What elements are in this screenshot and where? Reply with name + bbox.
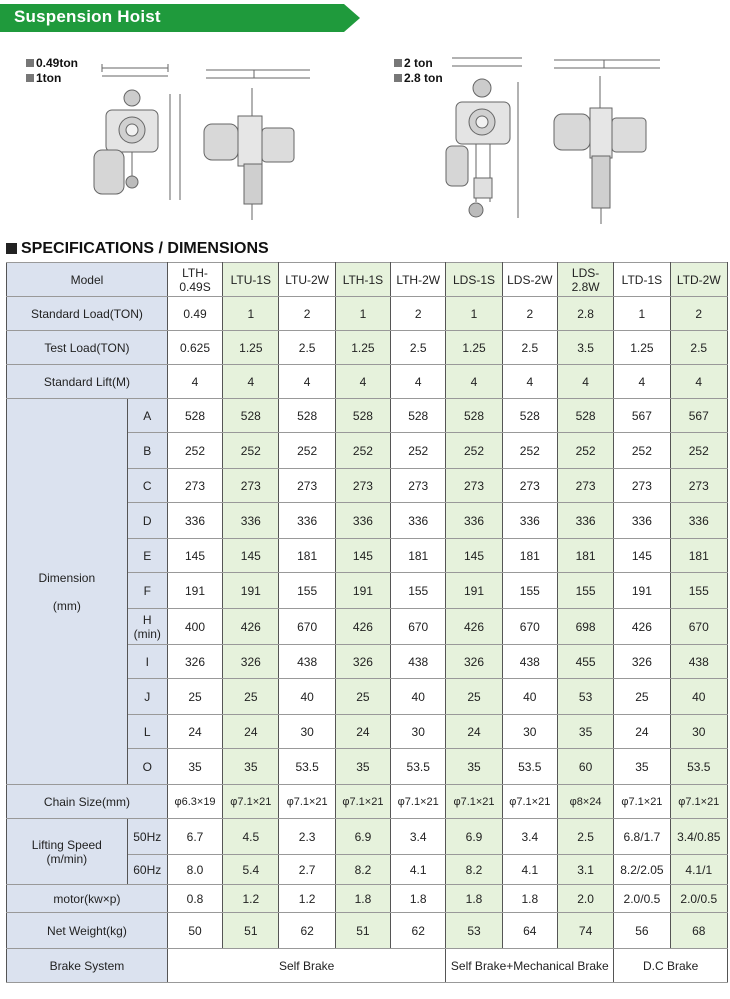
value-cell: 53.5: [502, 749, 557, 785]
value-cell: 1.25: [223, 331, 279, 365]
value-cell: 0.8: [167, 885, 222, 913]
value-cell: 24: [446, 715, 502, 749]
table-row: [7, 913, 728, 949]
legend-right: [394, 56, 443, 86]
table-row: [7, 365, 728, 399]
legend-item: 1ton: [26, 71, 78, 86]
value-cell: 528: [167, 399, 222, 433]
value-cell: 273: [614, 469, 670, 503]
value-cell: 438: [502, 645, 557, 679]
dimension-key: D: [127, 503, 167, 539]
legend-item: 2.8 ton: [394, 71, 443, 86]
value-cell: 53.5: [391, 749, 446, 785]
table-row: [7, 399, 728, 433]
value-cell: 2.3: [279, 819, 335, 855]
value-cell: 438: [391, 645, 446, 679]
value-cell: 25: [335, 679, 390, 715]
value-cell: 336: [446, 503, 502, 539]
value-cell: 273: [223, 469, 279, 503]
value-cell: 326: [446, 645, 502, 679]
table-row: [7, 785, 728, 819]
brake-dc: D.C Brake: [614, 949, 728, 983]
value-cell: 567: [614, 399, 670, 433]
table-row: [7, 331, 728, 365]
value-cell: φ6.3×19: [167, 785, 222, 819]
value-cell: 4: [557, 365, 613, 399]
section-title: SPECIFICATIONS / DIMENSIONS: [6, 240, 269, 258]
value-cell: 4: [335, 365, 390, 399]
value-cell: 40: [502, 679, 557, 715]
value-cell: 1.2: [223, 885, 279, 913]
value-cell: 25: [446, 679, 502, 715]
value-cell: 1.2: [279, 885, 335, 913]
value-cell: 2.5: [391, 331, 446, 365]
value-cell: 1.8: [446, 885, 502, 913]
value-cell: 50: [167, 913, 222, 949]
value-cell: 6.8/1.7: [614, 819, 670, 855]
value-cell: 528: [391, 399, 446, 433]
lifting-speed-label: [7, 819, 128, 885]
value-cell: 8.0: [167, 855, 222, 885]
value-cell: 155: [279, 573, 335, 609]
value-cell: 528: [279, 399, 335, 433]
value-cell: 426: [335, 609, 390, 645]
value-cell: φ7.1×21: [670, 785, 727, 819]
value-cell: 2.0: [557, 885, 613, 913]
value-cell: 4: [223, 365, 279, 399]
value-cell: 3.4: [391, 819, 446, 855]
value-cell: 252: [502, 433, 557, 469]
value-cell: 1.8: [391, 885, 446, 913]
value-cell: 53: [446, 913, 502, 949]
legend-item: 2 ton: [394, 56, 443, 71]
value-cell: 53: [557, 679, 613, 715]
value-cell: 252: [391, 433, 446, 469]
value-cell: 60: [557, 749, 613, 785]
value-cell: 2.5: [502, 331, 557, 365]
value-cell: 252: [557, 433, 613, 469]
value-cell: 68: [670, 913, 727, 949]
value-cell: 181: [502, 539, 557, 573]
value-cell: 145: [167, 539, 222, 573]
value-cell: 25: [167, 679, 222, 715]
row-label: Standard Load(TON): [7, 297, 168, 331]
value-cell: 4.5: [223, 819, 279, 855]
value-cell: 1: [446, 297, 502, 331]
value-cell: 2.0/0.5: [614, 885, 670, 913]
value-cell: φ7.1×21: [279, 785, 335, 819]
value-cell: 4.1: [391, 855, 446, 885]
row-label: Standard Lift(M): [7, 365, 168, 399]
value-cell: 336: [391, 503, 446, 539]
table-row: [7, 297, 728, 331]
value-cell: 252: [446, 433, 502, 469]
value-cell: φ8×24: [557, 785, 613, 819]
value-cell: 181: [279, 539, 335, 573]
value-cell: 4: [167, 365, 222, 399]
value-cell: 2: [670, 297, 727, 331]
value-cell: 336: [670, 503, 727, 539]
value-cell: 455: [557, 645, 613, 679]
value-cell: 191: [223, 573, 279, 609]
value-cell: 4.1: [502, 855, 557, 885]
value-cell: 1: [614, 297, 670, 331]
value-cell: 25: [223, 679, 279, 715]
legend-left: [26, 56, 78, 86]
model-cell: LTH-2W: [391, 263, 446, 297]
section-square-icon: [6, 243, 17, 254]
dimension-key: A: [127, 399, 167, 433]
page-title: Suspension Hoist: [14, 7, 161, 26]
model-label: Model: [7, 263, 168, 297]
dimension-label: Dimension: [38, 570, 96, 585]
value-cell: 24: [223, 715, 279, 749]
value-cell: 35: [446, 749, 502, 785]
value-cell: 8.2: [335, 855, 390, 885]
value-cell: 40: [670, 679, 727, 715]
title-banner: [0, 4, 362, 32]
value-cell: 2.7: [279, 855, 335, 885]
value-cell: 40: [279, 679, 335, 715]
value-cell: 273: [557, 469, 613, 503]
table-row: [7, 885, 728, 913]
value-cell: φ7.1×21: [446, 785, 502, 819]
value-cell: φ7.1×21: [223, 785, 279, 819]
dimension-key: B: [127, 433, 167, 469]
value-cell: 528: [446, 399, 502, 433]
dimension-unit: (mm): [52, 598, 81, 613]
value-cell: 181: [670, 539, 727, 573]
value-cell: 181: [391, 539, 446, 573]
value-cell: 273: [446, 469, 502, 503]
value-cell: 191: [446, 573, 502, 609]
hz-label: 60Hz: [127, 855, 167, 885]
value-cell: 252: [670, 433, 727, 469]
value-cell: 35: [335, 749, 390, 785]
value-cell: 40: [391, 679, 446, 715]
value-cell: 336: [614, 503, 670, 539]
model-cell: LDS-1S: [446, 263, 502, 297]
value-cell: 0.49: [167, 297, 222, 331]
value-cell: 4: [446, 365, 502, 399]
speed-label: Lifting Speed: [31, 837, 102, 852]
value-cell: 336: [279, 503, 335, 539]
value-cell: 35: [167, 749, 222, 785]
value-cell: 1: [335, 297, 390, 331]
value-cell: 426: [614, 609, 670, 645]
legend-item: 0.49ton: [26, 56, 78, 71]
speed-unit: (m/min): [46, 851, 88, 866]
value-cell: 273: [335, 469, 390, 503]
value-cell: 326: [223, 645, 279, 679]
table-row: [7, 263, 728, 297]
value-cell: 3.4: [502, 819, 557, 855]
value-cell: 336: [502, 503, 557, 539]
value-cell: 336: [223, 503, 279, 539]
value-cell: 567: [670, 399, 727, 433]
value-cell: 273: [167, 469, 222, 503]
value-cell: 1.8: [502, 885, 557, 913]
value-cell: 4: [391, 365, 446, 399]
value-cell: 145: [335, 539, 390, 573]
value-cell: φ7.1×21: [614, 785, 670, 819]
value-cell: 145: [446, 539, 502, 573]
value-cell: 35: [223, 749, 279, 785]
value-cell: 2: [279, 297, 335, 331]
value-cell: 4: [614, 365, 670, 399]
dimension-key: I: [127, 645, 167, 679]
value-cell: 4: [279, 365, 335, 399]
value-cell: 6.7: [167, 819, 222, 855]
value-cell: 0.625: [167, 331, 222, 365]
value-cell: 528: [223, 399, 279, 433]
dimension-group-label: [7, 399, 128, 785]
model-cell: LTU-2W: [279, 263, 335, 297]
row-label: Net Weight(kg): [7, 913, 168, 949]
value-cell: 3.1: [557, 855, 613, 885]
dimension-key: L: [127, 715, 167, 749]
value-cell: 62: [391, 913, 446, 949]
value-cell: 273: [502, 469, 557, 503]
spec-table: [6, 262, 728, 983]
spec-table-body: [7, 263, 728, 983]
value-cell: 64: [502, 913, 557, 949]
value-cell: 51: [223, 913, 279, 949]
row-label: Test Load(TON): [7, 331, 168, 365]
model-cell: LTH-1S: [335, 263, 390, 297]
value-cell: 30: [670, 715, 727, 749]
value-cell: 670: [670, 609, 727, 645]
value-cell: φ7.1×21: [335, 785, 390, 819]
value-cell: 326: [335, 645, 390, 679]
value-cell: 252: [223, 433, 279, 469]
model-cell: LTD-2W: [670, 263, 727, 297]
value-cell: 181: [557, 539, 613, 573]
dimension-key: J: [127, 679, 167, 715]
value-cell: 2.5: [557, 819, 613, 855]
dimension-key: H (min): [127, 609, 167, 645]
value-cell: 62: [279, 913, 335, 949]
row-label: motor(kw×p): [7, 885, 168, 913]
value-cell: 30: [502, 715, 557, 749]
value-cell: 25: [614, 679, 670, 715]
value-cell: 155: [670, 573, 727, 609]
drawings-area: [0, 38, 730, 238]
value-cell: 35: [557, 715, 613, 749]
hoist-front-view-large: [440, 52, 540, 228]
value-cell: 252: [279, 433, 335, 469]
value-cell: 191: [335, 573, 390, 609]
value-cell: 3.5: [557, 331, 613, 365]
value-cell: 35: [614, 749, 670, 785]
hoist-front-view-small: [88, 58, 188, 218]
value-cell: 30: [391, 715, 446, 749]
hoist-side-view-large: [548, 52, 668, 228]
value-cell: 1.25: [335, 331, 390, 365]
value-cell: 145: [614, 539, 670, 573]
value-cell: 1: [223, 297, 279, 331]
value-cell: 155: [391, 573, 446, 609]
table-row: [7, 949, 728, 983]
brake-self-mechanical: Self Brake+Mechanical Brake: [446, 949, 614, 983]
value-cell: 2.5: [279, 331, 335, 365]
value-cell: 2.8: [557, 297, 613, 331]
value-cell: 1.8: [335, 885, 390, 913]
value-cell: 24: [614, 715, 670, 749]
value-cell: 6.9: [446, 819, 502, 855]
value-cell: 426: [223, 609, 279, 645]
value-cell: 2.5: [670, 331, 727, 365]
value-cell: 326: [167, 645, 222, 679]
value-cell: 528: [335, 399, 390, 433]
value-cell: 336: [557, 503, 613, 539]
value-cell: 155: [557, 573, 613, 609]
value-cell: 4.1/1: [670, 855, 727, 885]
value-cell: 273: [279, 469, 335, 503]
brake-self: Self Brake: [167, 949, 445, 983]
value-cell: 24: [335, 715, 390, 749]
value-cell: 51: [335, 913, 390, 949]
value-cell: 53.5: [670, 749, 727, 785]
value-cell: 336: [335, 503, 390, 539]
row-label: Brake System: [7, 949, 168, 983]
value-cell: 1.25: [446, 331, 502, 365]
hz-label: 50Hz: [127, 819, 167, 855]
value-cell: 155: [502, 573, 557, 609]
table-row: [7, 819, 728, 855]
value-cell: 191: [614, 573, 670, 609]
value-cell: φ7.1×21: [502, 785, 557, 819]
value-cell: 8.2/2.05: [614, 855, 670, 885]
model-cell: LDS-2.8W: [557, 263, 613, 297]
value-cell: 3.4/0.85: [670, 819, 727, 855]
value-cell: φ7.1×21: [391, 785, 446, 819]
hoist-side-view-small: [198, 58, 318, 228]
value-cell: 2: [391, 297, 446, 331]
value-cell: 273: [391, 469, 446, 503]
model-cell: LTD-1S: [614, 263, 670, 297]
value-cell: 74: [557, 913, 613, 949]
value-cell: 252: [614, 433, 670, 469]
value-cell: 8.2: [446, 855, 502, 885]
model-cell: LDS-2W: [502, 263, 557, 297]
value-cell: 438: [279, 645, 335, 679]
value-cell: 528: [502, 399, 557, 433]
value-cell: 6.9: [335, 819, 390, 855]
row-label: Chain Size(mm): [7, 785, 168, 819]
dimension-key: F: [127, 573, 167, 609]
value-cell: 326: [614, 645, 670, 679]
value-cell: 145: [223, 539, 279, 573]
dimension-key: O: [127, 749, 167, 785]
value-cell: 336: [167, 503, 222, 539]
value-cell: 2: [502, 297, 557, 331]
value-cell: 53.5: [279, 749, 335, 785]
value-cell: 191: [167, 573, 222, 609]
value-cell: 698: [557, 609, 613, 645]
model-cell: LTU-1S: [223, 263, 279, 297]
value-cell: 24: [167, 715, 222, 749]
value-cell: 670: [391, 609, 446, 645]
value-cell: 2.0/0.5: [670, 885, 727, 913]
value-cell: 426: [446, 609, 502, 645]
value-cell: 670: [279, 609, 335, 645]
value-cell: 273: [670, 469, 727, 503]
value-cell: 252: [167, 433, 222, 469]
value-cell: 400: [167, 609, 222, 645]
dimension-key: C: [127, 469, 167, 503]
value-cell: 528: [557, 399, 613, 433]
value-cell: 30: [279, 715, 335, 749]
value-cell: 4: [502, 365, 557, 399]
value-cell: 670: [502, 609, 557, 645]
value-cell: 438: [670, 645, 727, 679]
value-cell: 1.25: [614, 331, 670, 365]
model-cell: LTH-0.49S: [167, 263, 222, 297]
value-cell: 5.4: [223, 855, 279, 885]
value-cell: 252: [335, 433, 390, 469]
value-cell: 4: [670, 365, 727, 399]
value-cell: 56: [614, 913, 670, 949]
dimension-key: E: [127, 539, 167, 573]
